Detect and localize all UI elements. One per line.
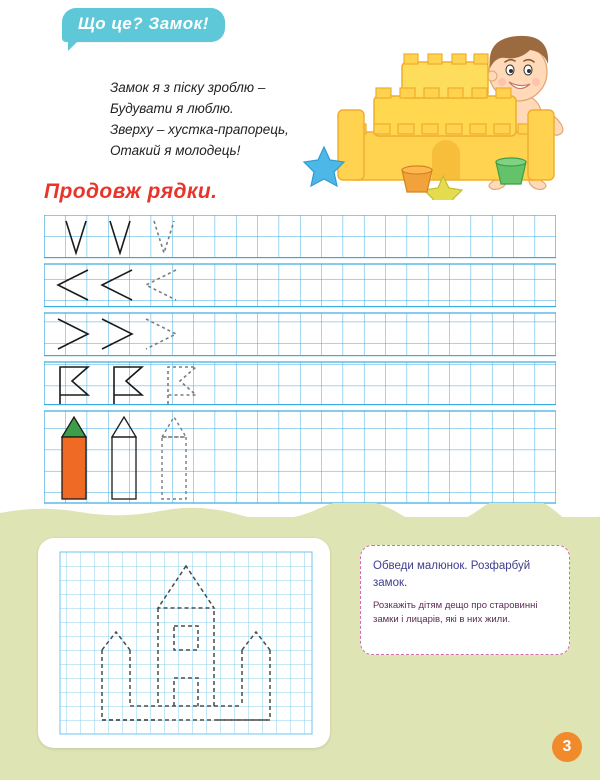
note-title: Обведи малюнок. Розфарбуй замок. xyxy=(373,560,531,589)
note-box xyxy=(360,545,570,655)
poem-line: Отакий я молодець! xyxy=(110,142,241,158)
worksheet-row-v[interactable] xyxy=(44,215,556,258)
page-title: Продовж рядки. xyxy=(44,180,218,203)
worksheet-row-pencil[interactable] xyxy=(44,411,556,503)
poem-line: Будувати я люблю. xyxy=(110,100,234,116)
castle-drawing-card[interactable] xyxy=(38,538,330,748)
poem-line: Замок я з піску зроблю – xyxy=(110,80,266,95)
tracing-worksheet[interactable] xyxy=(44,215,556,505)
worksheet-row-flag[interactable] xyxy=(44,362,556,405)
page-number-badge: 3 xyxy=(552,732,582,762)
poem-line: Зверху – хустка-прапорець, xyxy=(110,121,289,137)
worksheet-row-left[interactable] xyxy=(44,264,556,307)
sandcastle-illustration xyxy=(290,10,590,200)
header-bubble: Що це? Замок! xyxy=(62,8,225,42)
band-wave-edge xyxy=(0,503,600,523)
poem-text xyxy=(110,78,289,162)
note-body: Розкажіть дітям дещо про старовинні замки і лицарів, які в них жили. xyxy=(373,600,538,626)
worksheet-row-right[interactable] xyxy=(44,313,556,356)
